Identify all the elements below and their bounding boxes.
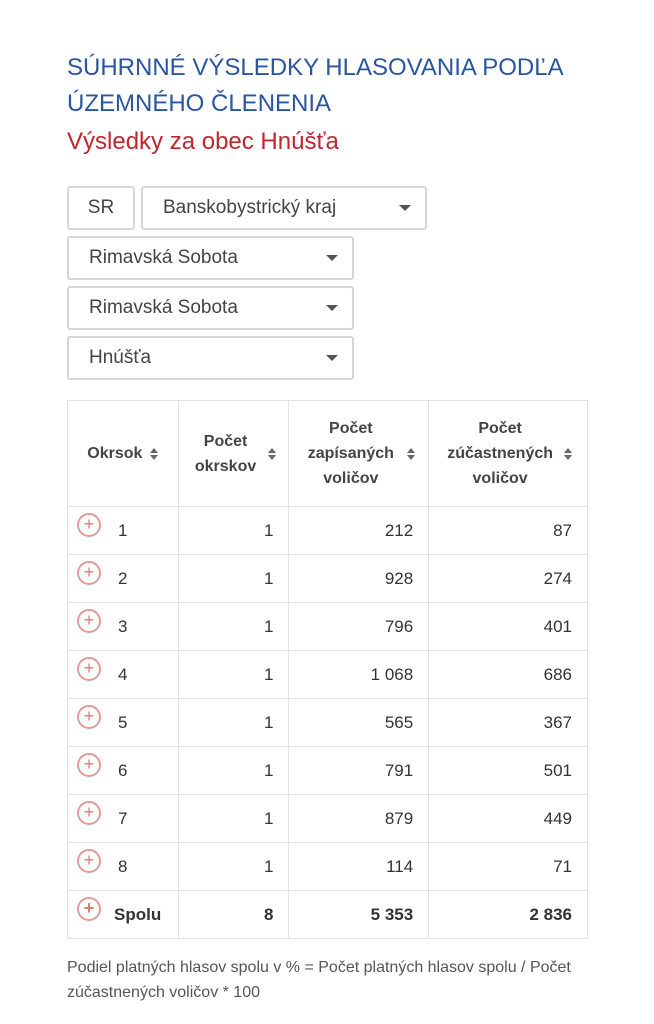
- okrsok-number: 8: [118, 856, 128, 876]
- table-row: [68, 699, 588, 747]
- plus-circle-icon[interactable]: +: [77, 897, 101, 921]
- column-header-label: Počet zúčastnených voličov: [447, 420, 554, 487]
- cell-pocet-zapisanych: 212: [289, 507, 429, 555]
- plus-circle-icon[interactable]: +: [77, 801, 101, 825]
- cell-okrsok: [68, 891, 179, 939]
- table-row: [68, 747, 588, 795]
- cell-pocet-zapisanych: 1 068: [289, 651, 429, 699]
- sort-icon: [268, 448, 276, 460]
- cell-okrsok: [68, 795, 179, 843]
- cell-pocet-zucastnenych: 367: [429, 699, 588, 747]
- column-header-pocet-zucastnenych[interactable]: [429, 401, 588, 507]
- okrsok-number: 1: [118, 520, 128, 540]
- cell-okrsok: [68, 747, 179, 795]
- column-header-okrsok[interactable]: [68, 401, 179, 507]
- cell-pocet-zucastnenych: 274: [429, 555, 588, 603]
- column-header-pocet-zapisanych[interactable]: [289, 401, 429, 507]
- table-row: [68, 507, 588, 555]
- cell-pocet-okrskov: 1: [178, 603, 289, 651]
- country-label: SR: [87, 197, 115, 218]
- okrsok-number: 6: [118, 760, 128, 780]
- caret-down-icon: [326, 305, 338, 311]
- page-title: SÚHRNNÉ VÝSLEDKY HLASOVANIA PODĽA ÚZEMNÉHO ČLENENIA: [67, 54, 563, 117]
- cell-pocet-okrskov: 1: [178, 795, 289, 843]
- table-header-row: [68, 401, 588, 507]
- column-header-label: Počet zapísaných voličov: [307, 420, 394, 487]
- cell-pocet-zapisanych: 796: [289, 603, 429, 651]
- cell-pocet-okrskov: 1: [178, 699, 289, 747]
- cell-pocet-okrskov: 1: [178, 555, 289, 603]
- table-row: [68, 795, 588, 843]
- cell-pocet-zucastnenych: 401: [429, 603, 588, 651]
- cell-pocet-zucastnenych: 686: [429, 651, 588, 699]
- cell-pocet-okrskov: 1: [178, 651, 289, 699]
- plus-circle-icon[interactable]: +: [77, 753, 101, 777]
- cell-total-okrskov: 8: [178, 891, 289, 939]
- cell-total-zucastnenych: 2 836: [429, 891, 588, 939]
- plus-circle-icon[interactable]: +: [77, 849, 101, 873]
- results-table: [67, 400, 588, 939]
- municipality-select[interactable]: [67, 336, 354, 380]
- table-row: [68, 651, 588, 699]
- footnote: Podiel platných hlasov spolu v % = Počet platných hlasov spolu / Počet zúčastnených voličov * 100: [67, 959, 571, 1001]
- column-header-pocet-okrskov[interactable]: [178, 401, 289, 507]
- cell-okrsok: [68, 651, 179, 699]
- plus-circle-icon[interactable]: +: [77, 657, 101, 681]
- table-row: [68, 603, 588, 651]
- caret-down-icon: [326, 355, 338, 361]
- okrsok-number: 7: [118, 808, 128, 828]
- cell-okrsok: [68, 555, 179, 603]
- cell-pocet-zucastnenych: 501: [429, 747, 588, 795]
- sort-icon: [407, 448, 415, 460]
- cell-pocet-zapisanych: 879: [289, 795, 429, 843]
- cell-pocet-okrskov: 1: [178, 843, 289, 891]
- caret-down-icon: [326, 255, 338, 261]
- caret-down-icon: [399, 205, 411, 211]
- column-header-label: Okrsok: [87, 445, 143, 462]
- table-row: [68, 843, 588, 891]
- cell-pocet-okrskov: 1: [178, 507, 289, 555]
- okrsok-number: 3: [118, 616, 128, 636]
- cell-okrsok: [68, 699, 179, 747]
- sort-icon: [150, 448, 158, 460]
- cell-okrsok: [68, 507, 179, 555]
- cell-pocet-zapisanych: 565: [289, 699, 429, 747]
- district-select[interactable]: [67, 236, 354, 280]
- cell-okrsok: [68, 603, 179, 651]
- cell-pocet-zucastnenych: 449: [429, 795, 588, 843]
- plus-circle-icon[interactable]: +: [77, 561, 101, 585]
- cell-pocet-zapisanych: 928: [289, 555, 429, 603]
- column-header-label: Počet okrskov: [194, 432, 257, 475]
- okrsok-number: 2: [118, 568, 128, 588]
- cell-pocet-zucastnenych: 87: [429, 507, 588, 555]
- table-row: [68, 555, 588, 603]
- total-row: [68, 891, 588, 939]
- cell-total-zapisanych: 5 353: [289, 891, 429, 939]
- page-subtitle: Výsledky za obec Hnúšťa: [67, 128, 339, 155]
- plus-circle-icon[interactable]: +: [77, 513, 101, 537]
- plus-circle-icon[interactable]: +: [77, 609, 101, 633]
- municipality-select-value: Hnúšťa: [89, 347, 152, 368]
- cell-pocet-zapisanych: 114: [289, 843, 429, 891]
- cell-okrsok: [68, 843, 179, 891]
- cell-pocet-zucastnenych: 71: [429, 843, 588, 891]
- country-button[interactable]: [67, 186, 135, 230]
- region-select-value: Banskobystrický kraj: [163, 197, 337, 218]
- sort-icon: [564, 448, 572, 460]
- electoral-district-select[interactable]: [67, 286, 354, 330]
- total-label: Spolu: [114, 904, 162, 924]
- okrsok-number: 4: [118, 664, 128, 684]
- okrsok-number: 5: [118, 712, 128, 732]
- region-select[interactable]: [141, 186, 427, 230]
- cell-pocet-okrskov: 1: [178, 747, 289, 795]
- cell-pocet-zapisanych: 791: [289, 747, 429, 795]
- electoral-district-select-value: Rimavská Sobota: [89, 297, 238, 318]
- plus-circle-icon[interactable]: +: [77, 705, 101, 729]
- district-select-value: Rimavská Sobota: [89, 247, 238, 268]
